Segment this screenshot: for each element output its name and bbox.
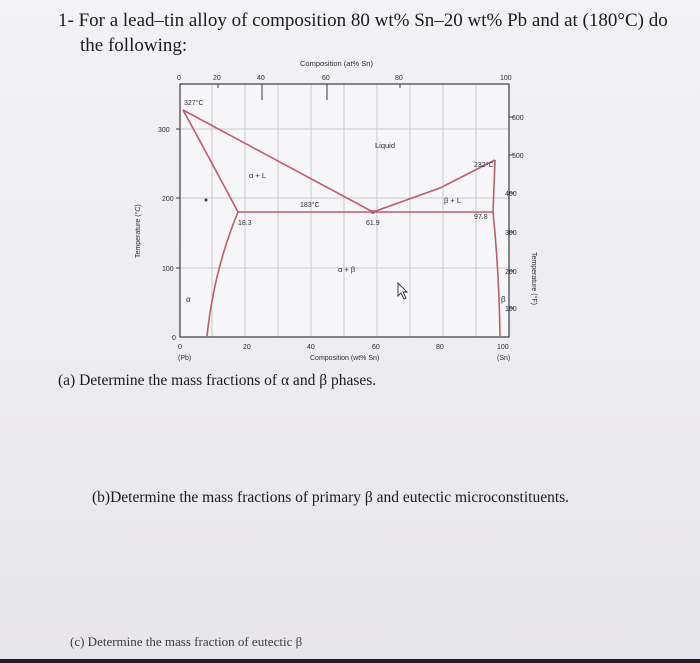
label-eutectic-comp: 61.9: [366, 220, 380, 227]
bottom-right-label: (Sn): [497, 355, 511, 362]
label-alpha: α: [186, 295, 191, 304]
top-tick-60: 60: [322, 75, 330, 82]
label-alpha-limit: 18.3: [238, 220, 252, 227]
eutectic-point: [371, 210, 375, 214]
bottom-tick-0: 0: [178, 344, 182, 351]
right-tick-100: 100: [505, 306, 517, 313]
bottom-axis-title: Composition (wt% Sn): [310, 355, 380, 362]
right-tick-600: 600: [512, 115, 524, 122]
left-tick-200: 200: [162, 196, 174, 203]
right-axis-title: Temperature (°F): [530, 252, 537, 305]
bottom-tick-40: 40: [307, 344, 315, 351]
label-beta: β: [501, 295, 506, 304]
question-prompt-line1: 1- For a lead–tin alloy of composition 80 wt% Sn–20 wt% Pb and at (180°C) do: [58, 10, 668, 31]
label-pb-melt: 327°C: [184, 100, 204, 107]
label-liquid: Liquid: [375, 141, 396, 150]
question-part-a: (a) Determine the mass fractions of α and β phases.: [58, 372, 377, 389]
top-tick-40: 40: [257, 75, 265, 82]
question-part-c: (c) Determine the mass fraction of eutectic β: [70, 634, 303, 649]
left-tick-100: 100: [162, 266, 174, 273]
dot-mark: [205, 199, 208, 202]
right-tick-400: 400: [505, 191, 517, 198]
bottom-tick-60: 60: [372, 344, 380, 351]
bottom-tick-100: 100: [497, 344, 509, 351]
top-tick-20: 20: [213, 75, 221, 82]
question-prompt-line2: the following:: [80, 35, 188, 56]
left-tick-300: 300: [158, 127, 170, 134]
right-tick-200: 200: [505, 269, 517, 276]
label-alpha-plus-l: α + L: [249, 171, 267, 180]
label-eutectic-temp: 183°C: [300, 202, 320, 209]
top-axis-title: Composition (at% Sn): [300, 59, 373, 68]
top-tick-80: 80: [395, 75, 403, 82]
bottom-tick-20: 20: [243, 344, 251, 351]
top-tick-0: 0: [177, 75, 181, 82]
label-beta-plus-l: β + L: [444, 196, 462, 205]
bottom-edge-bar: [0, 659, 700, 663]
question-part-b: (b)Determine the mass fractions of primary β and eutectic microconstituents.: [92, 489, 570, 506]
label-beta-limit: 97.8: [474, 214, 488, 221]
bottom-tick-80: 80: [436, 344, 444, 351]
top-tick-100: 100: [500, 75, 512, 82]
left-axis-title: Temperature (°C): [135, 204, 142, 258]
label-alpha-plus-beta: α + β: [338, 265, 356, 274]
bottom-left-label: (Pb): [178, 355, 192, 362]
label-sn-melt: 232°C: [474, 162, 494, 169]
right-tick-500: 500: [512, 153, 524, 160]
right-tick-300: 300: [505, 230, 517, 237]
right-axis-ticks: [509, 117, 514, 308]
left-tick-0: 0: [172, 335, 176, 342]
